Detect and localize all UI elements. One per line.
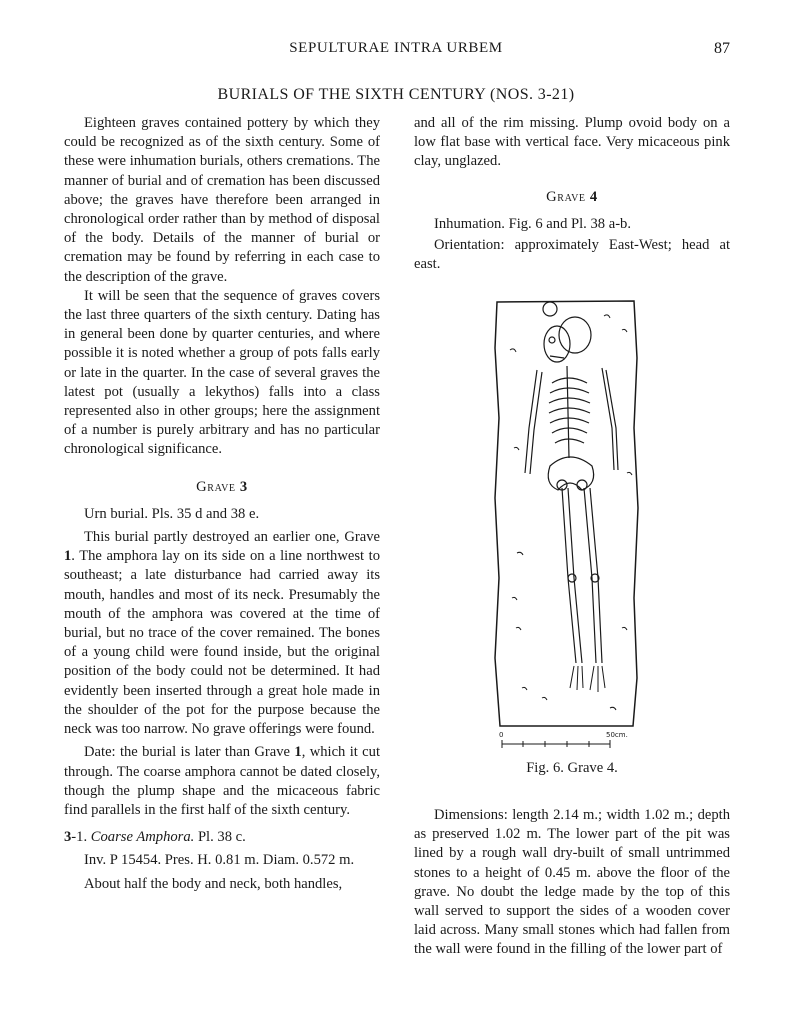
grave-3-date-pre: Date: the burial is later than Grave — [84, 744, 295, 761]
grave-4-orientation: Orientation: approximately East-West; head at east. — [414, 237, 730, 273]
right-column-bottom — [414, 806, 730, 960]
scale-zero: 0 — [499, 731, 504, 739]
grave-4-heading — [414, 188, 730, 207]
grave-ref-1b: 1 — [294, 744, 302, 761]
figure-caption: Fig. 6. Grave 4. — [526, 760, 618, 776]
catalog-plate-ref: Pl. 38 c. — [194, 829, 246, 846]
catalog-description: About half the body and neck, both handles, — [84, 875, 343, 892]
scale-end: 50cm. — [606, 731, 628, 739]
grave-ref-1: 1 — [64, 548, 72, 565]
section-title: BURIALS OF THE SIXTH CENTURY (NOS. 3-21) — [217, 86, 575, 103]
scale-bar — [502, 740, 610, 748]
grave-4-number: 4 — [589, 188, 598, 205]
grave-4-label: Grave — [546, 188, 586, 205]
grave-3-desc-post: . The amphora lay on its side on a line northwest to southeast; a late disturbance had carried away its mouth, handles and most of its neck. Presumably the mouth of the amphora was covered at the time of burial, but no trace of the cover remained. The bones of a young child were found inside, but the original position of the body could not be determined. It had evidently been inserted through a great hole made in the shoulder of the pot for the purpose because the neck was too narrow. No grave offerings were found. — [64, 548, 380, 738]
leg-bones — [562, 488, 602, 663]
grave-3-label: Grave — [196, 478, 236, 495]
grave-3-desc-pre: This burial partly destroyed an earlier one, Grave — [84, 529, 380, 546]
grave-3-number: 3 — [239, 478, 248, 495]
grave-3-date — [64, 743, 380, 820]
catalog-suffix: -1. — [71, 829, 91, 846]
left-column — [64, 114, 380, 894]
ribcage-drawing — [549, 366, 590, 458]
intro-paragraph: Eighteen graves contained pottery by which they could be recognized as of the sixth century. Some of these were inhumation burials, others cremations. The manner of burial and of cremation has been discussed above; the graves have therefore been arranged in chronological order rather than by method of disposal of the body. Details of the manner of burial or cremation may be found by referring in each case to the description of the grave. — [64, 115, 380, 285]
figure-6 — [414, 298, 730, 777]
catalog-number: 3 — [64, 829, 72, 846]
right-column-top — [414, 114, 730, 274]
grave-3-heading — [64, 478, 380, 497]
skull-drawing — [543, 302, 591, 362]
grave-4-drawing — [492, 298, 652, 754]
catalog-name: Coarse Amphora. — [90, 829, 195, 846]
dating-paragraph: It will be seen that the sequence of graves covers the last three quarters of the sixth century. Dating has in general been done by quarter centuries, and where possible it is noted whether a group of pots falls early or late in the quarter. In the case of several graves the latest pot (usually a lekythos) falls into a class represented also in other groups; here the assignment of a number is purely arbitrary and has no particular chronological significance. — [64, 287, 380, 458]
dimensions-paragraph: Dimensions: length 2.14 m.; width 1.02 m.; depth as preserved 1.02 m. The lower part of the pit was lined by a rough wall dry-built of small untrimmed stones to a height of 0.45 m. above the floor of the grave. No doubt the ledge made by the top of this wall served to support the sides of a wooden cover laid across. Many small stones which had fallen from the wall were found in the filling of the lower part of — [414, 807, 730, 958]
grave-outline — [495, 301, 638, 726]
catalog-inventory: Inv. P 15454. Pres. H. 0.81 m. Diam. 0.572 m. — [84, 852, 355, 869]
grave-3-description — [64, 528, 380, 739]
grave-3-date-post: , which it cut through. The coarse amphora cannot be dated closely, though the plump shape and the micaceous fabric find parallels in the first half of the sixth century. — [64, 744, 380, 818]
page-number: 87 — [714, 40, 730, 57]
catalog-entry-title — [64, 828, 380, 847]
scattered-stones — [510, 315, 632, 710]
amphora-description-cont: and all of the rim missing. Plump ovoid body on a low flat base with vertical face. Very micaceous pink clay, unglazed. — [414, 115, 730, 170]
running-title: SEPULTURAE INTRA URBEM — [289, 40, 503, 56]
grave-4-type: Inhumation. Fig. 6 and Pl. 38 a-b. — [434, 215, 632, 232]
arm-bones — [525, 368, 618, 474]
feet-bones — [570, 666, 605, 692]
pelvis-drawing — [548, 457, 593, 490]
grave-3-type: Urn burial. Pls. 35 d and 38 e. — [84, 505, 260, 522]
